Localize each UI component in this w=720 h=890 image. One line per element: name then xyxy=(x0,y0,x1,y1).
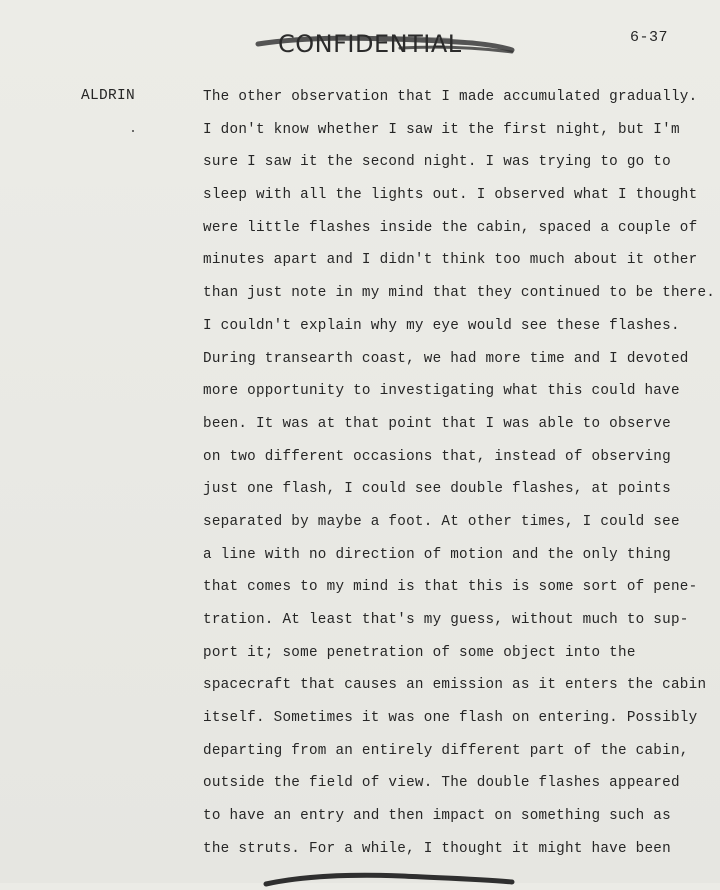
confidential-stamp xyxy=(250,26,550,66)
text-line: been. It was at that point that I was able to observe xyxy=(203,415,671,432)
bottom-stamp-fragment xyxy=(262,870,522,890)
text-line: The other observation that I made accumulated gradually. xyxy=(203,89,698,105)
text-line: the struts. For a while, I thought it might have been xyxy=(203,840,671,857)
text-line: spacecraft that causes an emission as it enters the cabin xyxy=(203,677,707,694)
text-line: sleep with all the lights out. I observed what I thought xyxy=(203,187,698,204)
speaker-name: ALDRIN xyxy=(81,88,136,104)
paper-speck xyxy=(132,130,134,132)
text-line: port it; some penetration of some object into the xyxy=(203,644,636,661)
text-line: departing from an entirely different part of the cabin, xyxy=(203,742,689,759)
page-number: 6-37 xyxy=(630,29,669,46)
transcript-body xyxy=(203,88,716,873)
text-line: than just note in my mind that they continued to be there. xyxy=(203,285,716,302)
text-line: outside the field of view. The double flashes appeared xyxy=(203,775,680,792)
text-line: on two different occasions that, instead of observing xyxy=(203,448,671,465)
text-line: itself. Sometimes it was one flash on entering. Possibly xyxy=(203,710,698,727)
text-line: to have an entry and then impact on something such as xyxy=(203,808,671,825)
text-line: tration. At least that's my guess, without much to sup- xyxy=(203,612,689,628)
text-line: During transearth coast, we had more time and I devoted xyxy=(203,350,689,367)
text-line: separated by maybe a foot. At other times, I could see xyxy=(203,513,680,530)
stamp-text: CONFIDENTIAL xyxy=(278,30,462,58)
text-line: that comes to my mind is that this is some sort of pene- xyxy=(203,579,698,596)
text-line: minutes apart and I didn't think too much about it other xyxy=(203,252,698,269)
text-line: sure I saw it the second night. I was trying to go to xyxy=(203,154,671,171)
text-line: I don't know whether I saw it the first night, but I'm xyxy=(203,121,680,138)
text-line: a line with no direction of motion and the only thing xyxy=(203,546,671,563)
text-line: more opportunity to investigating what this could have xyxy=(203,383,680,400)
text-line: just one flash, I could see double flashes, at points xyxy=(203,481,671,498)
text-line: were little flashes inside the cabin, spaced a couple of xyxy=(203,219,698,236)
text-line: I couldn't explain why my eye would see these flashes. xyxy=(203,317,680,334)
